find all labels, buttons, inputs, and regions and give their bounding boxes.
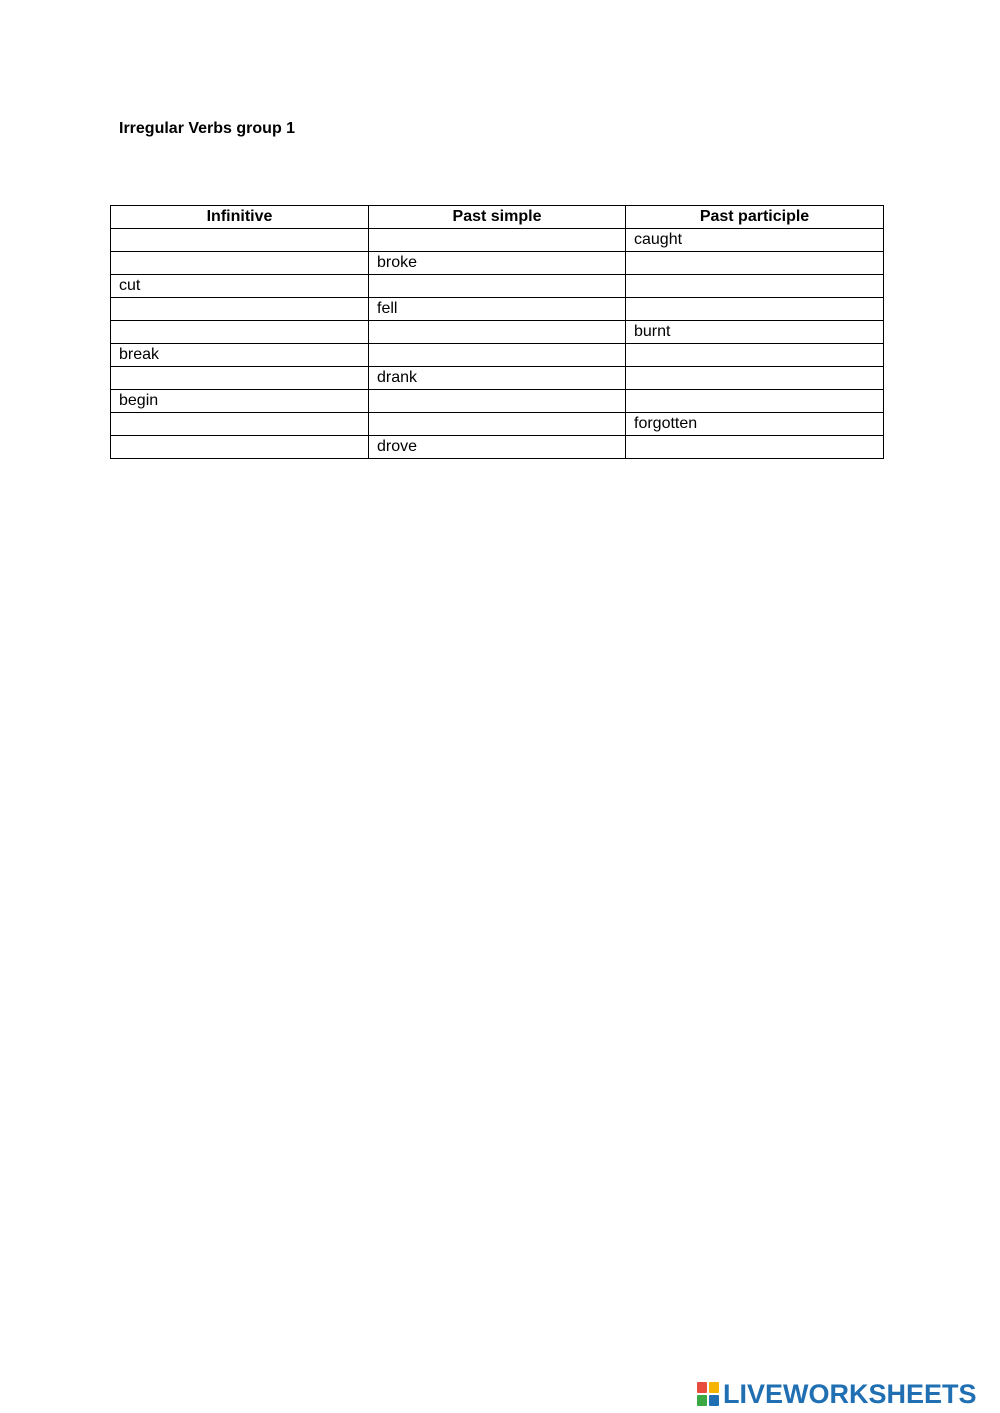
- cell-infinitive: break: [111, 344, 369, 367]
- cell-past-simple[interactable]: [369, 275, 626, 298]
- cell-past-simple: drove: [369, 436, 626, 459]
- header-past-simple: Past simple: [369, 206, 626, 229]
- cell-infinitive: cut: [111, 275, 369, 298]
- cell-infinitive[interactable]: [111, 413, 369, 436]
- cell-infinitive[interactable]: [111, 229, 369, 252]
- table-row: [111, 298, 884, 321]
- logo-square: [697, 1395, 707, 1406]
- cell-past-participle: caught: [626, 229, 884, 252]
- cell-past-participle[interactable]: [626, 344, 884, 367]
- cell-infinitive[interactable]: [111, 436, 369, 459]
- cell-past-participle[interactable]: [626, 367, 884, 390]
- table-row: [111, 390, 884, 413]
- liveworksheets-logo-mark-icon: [697, 1382, 719, 1406]
- cell-past-simple[interactable]: [369, 413, 626, 436]
- liveworksheets-wordmark: LIVEWORKSHEETS: [723, 1378, 977, 1409]
- header-past-participle: Past participle: [626, 206, 884, 229]
- cell-past-participle: forgotten: [626, 413, 884, 436]
- cell-past-simple[interactable]: [369, 229, 626, 252]
- document-title: Irregular Verbs group 1: [119, 120, 296, 137]
- irregular-verbs-table: [110, 205, 884, 459]
- cell-past-participle[interactable]: [626, 390, 884, 413]
- table-row: [111, 252, 884, 275]
- cell-infinitive[interactable]: [111, 298, 369, 321]
- cell-past-participle: burnt: [626, 321, 884, 344]
- table-row: [111, 413, 884, 436]
- logo-square: [709, 1382, 719, 1393]
- cell-past-simple: drank: [369, 367, 626, 390]
- cell-past-simple: fell: [369, 298, 626, 321]
- table-row: [111, 229, 884, 252]
- table-row: [111, 321, 884, 344]
- logo-square: [697, 1382, 707, 1393]
- cell-infinitive: begin: [111, 390, 369, 413]
- cell-past-simple[interactable]: [369, 344, 626, 367]
- header-infinitive: Infinitive: [111, 206, 369, 229]
- table-row: [111, 344, 884, 367]
- table-row: [111, 275, 884, 298]
- cell-past-participle[interactable]: [626, 275, 884, 298]
- cell-past-participle[interactable]: [626, 298, 884, 321]
- table-row: [111, 436, 884, 459]
- cell-infinitive[interactable]: [111, 321, 369, 344]
- logo-square: [709, 1395, 719, 1406]
- cell-past-simple[interactable]: [369, 390, 626, 413]
- cell-past-simple[interactable]: [369, 321, 626, 344]
- liveworksheets-logo: [697, 1376, 977, 1412]
- cell-infinitive[interactable]: [111, 367, 369, 390]
- cell-infinitive[interactable]: [111, 252, 369, 275]
- cell-past-participle[interactable]: [626, 436, 884, 459]
- cell-past-participle[interactable]: [626, 252, 884, 275]
- cell-past-simple: broke: [369, 252, 626, 275]
- table-header-row: [111, 206, 884, 229]
- table-row: [111, 367, 884, 390]
